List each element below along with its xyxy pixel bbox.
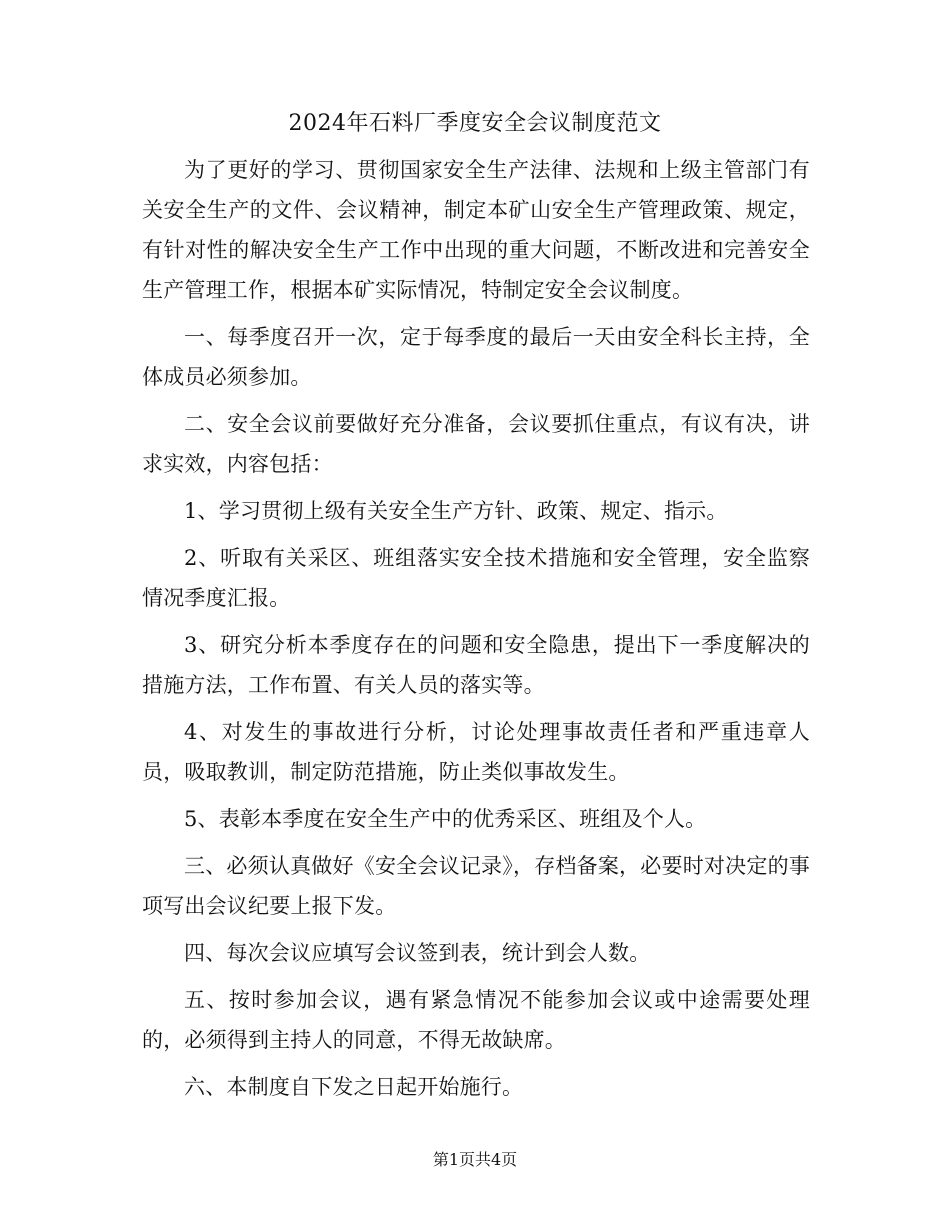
- paragraph-item-3: 三、必须认真做好《安全会议记录》，存档备案，必要时对决定的事项写出会议纪要上报下发。: [142, 854, 810, 918]
- paragraph-subitem-3: 3、研究分析本季度存在的问题和安全隐患，提出下一季度解决的措施方法，工作布置、有关人员的落实等。: [142, 633, 810, 697]
- paragraph-subitem-1: 1、学习贯彻上级有关安全生产方针、政策、规定、指示。: [184, 499, 728, 523]
- paragraph-subitem-5: 5、表彰本季度在安全生产中的优秀采区、班组及个人。: [184, 807, 707, 831]
- paragraph-item-6: 六、本制度自下发之日起开始施行。: [184, 1075, 524, 1099]
- paragraph-intro: 为了更好的学习、贯彻国家安全生产法律、法规和上级主管部门有关安全生产的文件、会议精神，制定本矿山安全生产管理政策、规定，有针对性的解决安全生产工作中出现的重大问题，不断改进和完善安全生产管理工作，根据本矿实际情况，特制定安全会议制度。: [142, 158, 810, 302]
- paragraph-subitem-4: 4、对发生的事故进行分析，讨论处理事故责任者和严重违章人员，吸取教训，制定防范措施，防止类似事故发生。: [142, 720, 810, 784]
- page-number: 第1页共4页: [432, 1150, 518, 1169]
- paragraph-item-5: 五、按时参加会议，遇有紧急情况不能参加会议或中途需要处理的，必须得到主持人的同意，不得无故缺席。: [142, 988, 810, 1052]
- paragraph-item-4: 四、每次会议应填写会议签到表，统计到会人数。: [184, 941, 651, 965]
- paragraph-item-1: 一、每季度召开一次，定于每季度的最后一天由安全科长主持，全体成员必须参加。: [142, 325, 810, 389]
- document-body: [142, 150, 810, 1114]
- paragraph-item-2: 二、安全会议前要做好充分准备，会议要抓住重点，有议有决，讲求实效，内容包括：: [142, 412, 810, 476]
- document-title: 2024年石料厂季度安全会议制度范文: [288, 111, 662, 136]
- paragraph-subitem-2: 2、听取有关采区、班组落实安全技术措施和安全管理，安全监察情况季度汇报。: [142, 546, 810, 610]
